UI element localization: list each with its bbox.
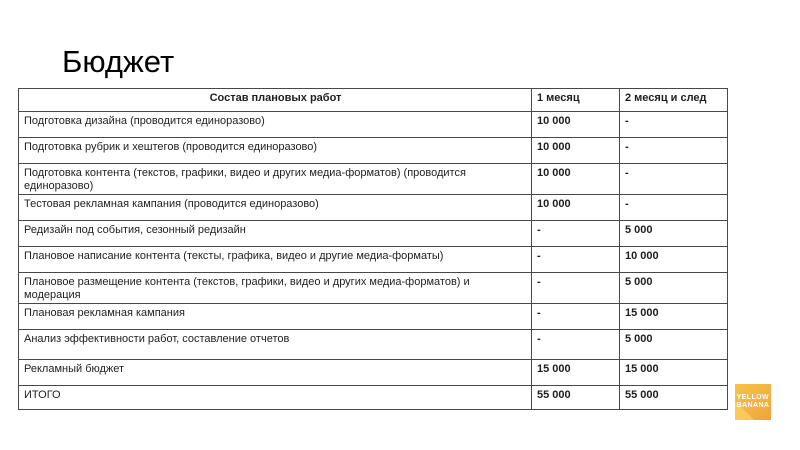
month1-cell: 10 000 — [532, 138, 620, 164]
logo-line2: BANANA — [736, 402, 770, 409]
table-header — [19, 89, 728, 112]
table-row — [19, 112, 728, 138]
month2-cell: - — [620, 164, 728, 195]
work-item-cell: ИТОГО — [19, 386, 532, 410]
month2-cell: 10 000 — [620, 247, 728, 273]
column-header-month1: 1 месяц — [532, 89, 620, 112]
month2-cell: 5 000 — [620, 273, 728, 304]
table-row — [19, 164, 728, 195]
work-item-cell: Плановое размещение контента (текстов, графики, видео и других медиа-форматов) и модерация — [19, 273, 532, 304]
month2-cell: - — [620, 195, 728, 221]
table-row — [19, 330, 728, 360]
table-body — [19, 112, 728, 410]
column-header-work: Состав плановых работ — [19, 89, 532, 112]
month2-cell: 5 000 — [620, 221, 728, 247]
column-header-month2: 2 месяц и след — [620, 89, 728, 112]
month1-cell: 15 000 — [532, 360, 620, 386]
table-row — [19, 138, 728, 164]
month2-cell: 55 000 — [620, 386, 728, 410]
month1-cell: - — [532, 221, 620, 247]
work-item-cell: Подготовка дизайна (проводится единоразово) — [19, 112, 532, 138]
table-row — [19, 360, 728, 386]
table-row — [19, 247, 728, 273]
month2-cell: 5 000 — [620, 330, 728, 360]
table-row — [19, 304, 728, 330]
yellow-banana-logo — [735, 384, 771, 420]
month2-cell: 15 000 — [620, 304, 728, 330]
header-row — [19, 89, 728, 112]
work-item-cell: Плановая рекламная кампания — [19, 304, 532, 330]
month2-cell: - — [620, 138, 728, 164]
work-item-cell: Анализ эффективности работ, составление отчетов — [19, 330, 532, 360]
work-item-cell: Подготовка рубрик и хештегов (проводится единоразово) — [19, 138, 532, 164]
logo-text — [737, 394, 770, 410]
work-item-cell: Рекламный бюджет — [19, 360, 532, 386]
month1-cell: 55 000 — [532, 386, 620, 410]
month1-cell: 10 000 — [532, 112, 620, 138]
month1-cell: - — [532, 304, 620, 330]
work-item-cell: Редизайн под события, сезонный редизайн — [19, 221, 532, 247]
month2-cell: 15 000 — [620, 360, 728, 386]
table-row — [19, 195, 728, 221]
work-item-cell: Подготовка контента (текстов, графики, видео и других медиа-форматов) (проводится единоразово) — [19, 164, 532, 195]
table-row — [19, 273, 728, 304]
work-item-cell: Плановое написание контента (тексты, графика, видео и другие медиа-форматы) — [19, 247, 532, 273]
month1-cell: 10 000 — [532, 195, 620, 221]
month1-cell: 10 000 — [532, 164, 620, 195]
page-title: Бюджет — [62, 44, 175, 79]
month2-cell: - — [620, 112, 728, 138]
budget-table — [18, 88, 728, 410]
month1-cell: - — [532, 273, 620, 304]
table-row — [19, 221, 728, 247]
month1-cell: - — [532, 330, 620, 360]
logo-line1: YELLOW — [736, 394, 769, 401]
work-item-cell: Тестовая рекламная кампания (проводится единоразово) — [19, 195, 532, 221]
month1-cell: - — [532, 247, 620, 273]
table-row — [19, 386, 728, 410]
